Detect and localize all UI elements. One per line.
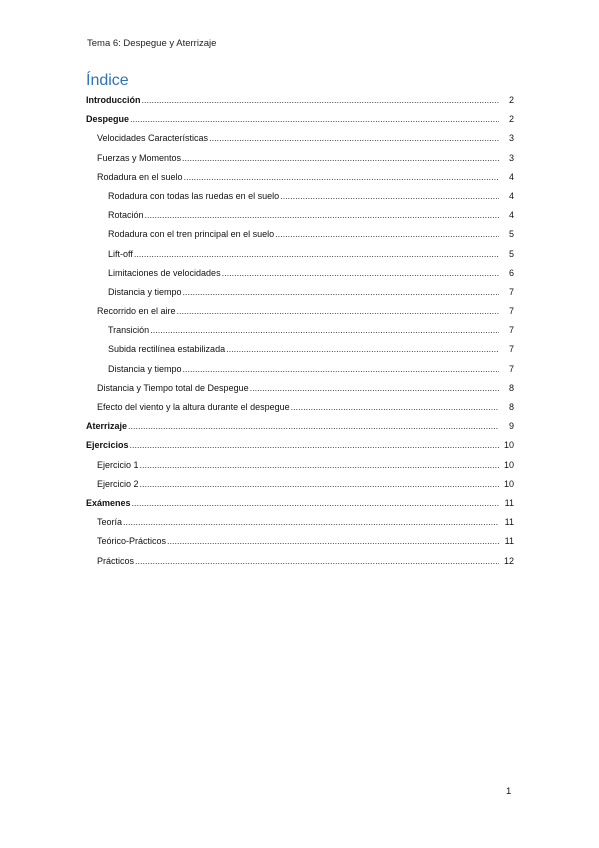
toc-entry-label: Aterrizaje	[86, 421, 128, 432]
toc-entry-page: 5	[508, 248, 514, 259]
toc-entry[interactable]	[86, 340, 514, 359]
toc-leader-dots	[140, 475, 499, 494]
table-of-contents	[86, 91, 514, 571]
toc-entry-label: Recorrido en el aire	[97, 306, 176, 317]
toc-entry[interactable]	[86, 513, 514, 532]
toc-entry-page: 4	[508, 210, 514, 221]
toc-entry-page: 3	[508, 152, 514, 163]
toc-entry[interactable]	[86, 456, 514, 475]
toc-entry[interactable]	[86, 398, 514, 417]
toc-entry-page: 7	[508, 344, 514, 355]
toc-entry[interactable]	[86, 321, 514, 340]
toc-entry-page: 4	[508, 190, 514, 201]
toc-entry-label: Ejercicios	[86, 440, 129, 451]
toc-entry[interactable]	[86, 264, 514, 283]
toc-entry-label: Lift-off	[108, 248, 133, 259]
toc-entry-page: 2	[508, 114, 514, 125]
toc-entry-page: 2	[508, 95, 514, 105]
toc-entry-page: 5	[508, 229, 514, 240]
toc-entry-page: 8	[508, 382, 514, 393]
toc-entry-page: 4	[508, 171, 514, 182]
toc-entry-label: Subida rectilínea estabilizada	[108, 344, 226, 355]
toc-leader-dots	[140, 456, 499, 475]
toc-entry-label: Transición	[108, 325, 150, 336]
toc-entry[interactable]	[86, 379, 514, 398]
toc-entry[interactable]	[86, 91, 514, 110]
toc-leader-dots	[183, 360, 499, 379]
toc-entry-page: 11	[504, 517, 514, 528]
toc-entry-page: 12	[503, 555, 514, 566]
toc-entry-page: 10	[503, 459, 514, 470]
toc-entry-label: Rodadura con el tren principal en el suelo	[108, 229, 275, 240]
toc-leader-dots	[135, 552, 499, 571]
toc-entry-label: Distancia y tiempo	[108, 286, 182, 297]
toc-leader-dots	[123, 513, 499, 532]
toc-entry[interactable]	[86, 206, 514, 225]
toc-entry[interactable]	[86, 187, 514, 206]
page-header: Tema 6: Despegue y Aterrizaje	[87, 38, 217, 49]
toc-entry-label: Fuerzas y Momentos	[97, 152, 182, 163]
toc-entry-label: Despegue	[86, 114, 130, 125]
toc-leader-dots	[183, 283, 499, 302]
toc-leader-dots	[132, 494, 499, 513]
toc-entry[interactable]	[86, 475, 514, 494]
toc-entry-label: Ejercicio 2	[97, 478, 139, 489]
toc-entry[interactable]	[86, 168, 514, 187]
toc-entry-page: 11	[504, 497, 514, 508]
toc-entry[interactable]	[86, 245, 514, 264]
toc-entry-label: Rotación	[108, 210, 144, 221]
toc-entry-label: Prácticos	[97, 555, 135, 566]
toc-entry-label: Limitaciones de velocidades	[108, 267, 221, 278]
toc-entry-label: Distancia y tiempo	[108, 363, 182, 374]
toc-entry[interactable]	[86, 360, 514, 379]
toc-leader-dots	[130, 436, 499, 455]
toc-entry-label: Rodadura con todas las ruedas en el suelo	[108, 190, 280, 201]
toc-entry[interactable]	[86, 110, 514, 129]
toc-leader-dots	[142, 91, 500, 110]
toc-entry-label: Efecto del viento y la altura durante el despegue	[97, 402, 290, 412]
page-number: 1	[506, 786, 512, 797]
toc-entry-label: Distancia y Tiempo total de Despegue	[97, 382, 249, 393]
toc-entry-page: 7	[508, 363, 514, 374]
toc-leader-dots	[182, 149, 499, 168]
toc-leader-dots	[184, 168, 499, 187]
toc-entry[interactable]	[86, 532, 514, 551]
toc-entry-page: 11	[504, 536, 514, 547]
toc-entry-page: 7	[508, 286, 514, 297]
toc-leader-dots	[280, 187, 499, 206]
toc-leader-dots	[275, 225, 499, 244]
toc-entry-label: Teórico-Prácticos	[97, 536, 167, 547]
toc-entry-label: Teoría	[97, 517, 123, 528]
toc-entry[interactable]	[86, 149, 514, 168]
toc-title: Índice	[86, 72, 129, 89]
toc-entry-page: 10	[503, 440, 514, 451]
toc-entry-page: 6	[508, 267, 514, 278]
toc-entry-page: 3	[508, 133, 514, 144]
toc-leader-dots	[222, 264, 499, 283]
toc-entry[interactable]	[86, 417, 514, 436]
toc-entry-label: Exámenes	[86, 497, 131, 508]
toc-entry[interactable]	[86, 129, 514, 148]
toc-entry-page: 7	[508, 306, 514, 317]
toc-entry-page: 10	[503, 478, 514, 489]
toc-entry[interactable]	[86, 302, 514, 321]
toc-entry-label: Rodadura en el suelo	[97, 171, 183, 182]
toc-leader-dots	[209, 129, 499, 148]
toc-entry-page: 7	[508, 325, 514, 336]
toc-entry-label: Introducción	[86, 95, 141, 105]
toc-entry-page: 8	[508, 402, 514, 412]
toc-leader-dots	[291, 398, 499, 417]
toc-leader-dots	[128, 417, 499, 436]
toc-leader-dots	[250, 379, 499, 398]
toc-leader-dots	[134, 245, 499, 264]
toc-entry[interactable]	[86, 225, 514, 244]
toc-leader-dots	[145, 206, 499, 225]
toc-entry[interactable]	[86, 436, 514, 455]
toc-leader-dots	[130, 110, 499, 129]
toc-entry-label: Ejercicio 1	[97, 459, 139, 470]
toc-leader-dots	[177, 302, 499, 321]
toc-leader-dots	[226, 340, 499, 359]
toc-entry[interactable]	[86, 552, 514, 571]
toc-entry[interactable]	[86, 494, 514, 513]
toc-leader-dots	[167, 532, 499, 551]
toc-entry[interactable]	[86, 283, 514, 302]
toc-entry-label: Velocidades Características	[97, 133, 209, 144]
toc-leader-dots	[150, 321, 499, 340]
toc-entry-page: 9	[508, 421, 514, 432]
